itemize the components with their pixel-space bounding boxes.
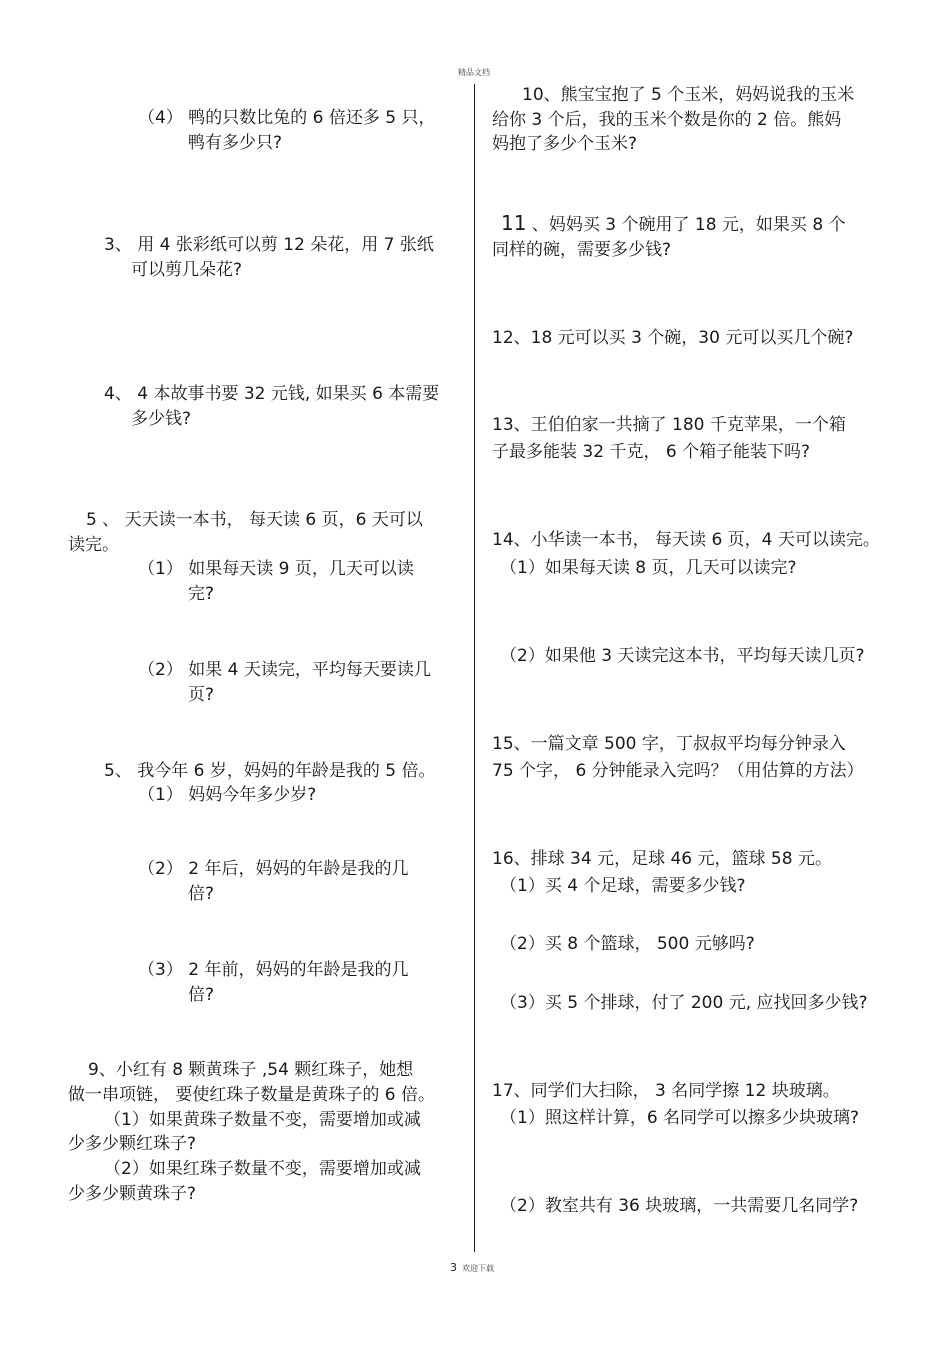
- left-q5-sub2-line1: （2） 如果 4 天读完，平均每天要读几: [138, 660, 431, 680]
- right-q15-line1: 15、一篇文章 500 字，丁叔叔平均每分钟录入: [492, 734, 846, 754]
- right-q17-sub2: （2）教室共有 36 块玻璃，一共需要几名同学?: [500, 1196, 859, 1216]
- right-q14-sub2: （2）如果他 3 天读完这本书，平均每天读几页?: [500, 646, 865, 666]
- right-q16-sub3: （3）买 5 个排球，付了 200 元, 应找回多少钱?: [500, 993, 868, 1013]
- left-q9-line1: 9、小红有 8 颗黄珠子 ,54 颗红珠子，她想: [88, 1060, 414, 1080]
- left-q9-sub2-line2: 少多少颗黄珠子?: [68, 1184, 197, 1204]
- right-q14-line1: 14、小华读一本书， 每天读 6 页，4 天可以读完。: [492, 530, 880, 550]
- left-q9-sub1-line1: （1）如果黄珠子数量不变，需要增加或减: [104, 1110, 421, 1130]
- left-q4b-line2: 多少钱?: [131, 409, 192, 429]
- left-q5-sub1-line1: （1） 如果每天读 9 页，几天可以读: [138, 559, 414, 579]
- left-q5-sub2-line2: 页?: [188, 685, 215, 705]
- left-q4-line2: 鸭有多少只?: [188, 133, 283, 153]
- right-q13-line1: 13、王伯伯家一共摘了 180 千克苹果，一个箱: [492, 415, 846, 435]
- left-q4-line1: （4） 鸭的只数比兔的 6 倍还多 5 只，: [138, 108, 436, 128]
- footer-text: 欢迎下载: [462, 1264, 494, 1273]
- left-q5b-sub2-line2: 倍?: [188, 884, 215, 904]
- left-q9-sub2-line1: （2）如果红珠子数量不变，需要增加或减: [104, 1159, 421, 1179]
- right-q10-line3: 妈抱了多少个玉米?: [492, 134, 638, 154]
- left-q3-line2: 可以剪几朵花?: [131, 260, 243, 280]
- right-q17-sub1: （1）照这样计算，6 名同学可以擦多少块玻璃?: [500, 1108, 860, 1128]
- left-q5-sub1-line2: 完?: [188, 584, 215, 604]
- left-q5b-sub2-line1: （2） 2 年后，妈妈的年龄是我的几: [138, 859, 409, 879]
- header-text: 精品文档: [458, 68, 490, 77]
- left-q5-line1: 5 、 天天读一本书， 每天读 6 页，6 天可以: [86, 510, 423, 530]
- left-q5b-sub3-line1: （3） 2 年前，妈妈的年龄是我的几: [138, 960, 409, 980]
- page-number: 3: [450, 1261, 457, 1274]
- right-q10-line2: 给你 3 个后，我的玉米个数是你的 2 倍。熊妈: [492, 110, 842, 130]
- left-q5b-line1: 5、 我今年 6 岁，妈妈的年龄是我的 5 倍。: [104, 761, 436, 781]
- right-q16-line1: 16、排球 34 元，足球 46 元，篮球 58 元。: [492, 849, 832, 869]
- right-q15-line2: 75 个字， 6 分钟能录入完吗？（用估算的方法）: [492, 761, 864, 781]
- column-divider: [474, 84, 475, 1252]
- left-q5-line2: 读完。: [68, 535, 119, 555]
- right-q16-sub2: （2）买 8 个篮球， 500 元够吗?: [500, 934, 755, 954]
- right-q16-sub1: （1）买 4 个足球，需要多少钱?: [500, 876, 746, 896]
- right-q11-line2: 同样的碗，需要多少钱?: [492, 240, 672, 260]
- right-q11-text: 、妈妈买 3 个碗用了 18 元，如果买 8 个: [526, 215, 846, 235]
- right-q14-sub1: （1）如果每天读 8 页，几天可以读完?: [500, 558, 797, 578]
- left-q5b-sub1: （1） 妈妈今年多少岁?: [138, 785, 317, 805]
- left-q4b-line1: 4、 4 本故事书要 32 元钱, 如果买 6 本需要: [104, 384, 440, 404]
- right-q12: 12、18 元可以买 3 个碗，30 元可以买几个碗?: [492, 328, 854, 348]
- left-q9-sub1-line2: 少多少颗红珠子?: [68, 1134, 197, 1154]
- right-q11-line1: [501, 211, 846, 237]
- right-q10-line1: 10、熊宝宝抱了 5 个玉米，妈妈说我的玉米: [522, 85, 855, 105]
- left-q9-line2: 做一串项链， 要使红珠子数量是黄珠子的 6 倍。: [68, 1085, 436, 1105]
- right-q11-number: 11: [501, 211, 527, 235]
- left-q3-line1: 3、 用 4 张彩纸可以剪 12 朵花，用 7 张纸: [104, 235, 434, 255]
- right-q13-line2: 子最多能装 32 千克， 6 个箱子能装下吗?: [492, 442, 811, 462]
- left-q5b-sub3-line2: 倍?: [188, 985, 215, 1005]
- right-q17-line1: 17、同学们大扫除， 3 名同学擦 12 块玻璃。: [492, 1081, 840, 1101]
